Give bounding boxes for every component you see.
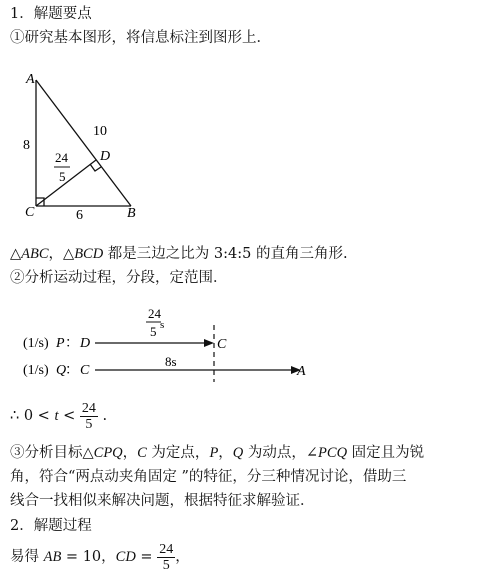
step2-text: ②分析运动过程，分段，定范围．	[10, 270, 228, 286]
vertex-c-label: C	[25, 205, 35, 220]
heading-key-points: 1．解题要点	[10, 6, 92, 22]
p-time-num: 24	[148, 306, 161, 321]
vertex-b-label: B	[127, 206, 136, 221]
q-colon: ：	[65, 363, 79, 378]
q-start-label: C	[80, 363, 90, 378]
p-colon: ：	[65, 336, 79, 351]
side-ab-line	[36, 80, 131, 206]
step3-line1: ③分析目标△CPQ，C 为定点，P，Q 为动点，∠PCQ 固定且为锐	[10, 445, 425, 461]
cd-fraction-den: 5	[59, 169, 66, 184]
step1-text: ①研究基本图形，将信息标注到图形上．	[10, 30, 271, 46]
heading-solution-process: 2．解题过程	[10, 518, 92, 534]
cd-fraction-num: 24	[55, 150, 68, 165]
side-ab-value: 10	[93, 124, 107, 139]
similar-triangles-statement: △ABC，△BCD 都是三边之比为 3:4:5 的直角三角形.	[10, 246, 348, 262]
step3-line3: 线合一找相似来解决问题，根据特征求解验证．	[10, 493, 315, 509]
vertex-a-label: A	[26, 72, 35, 87]
p-time-den: 5	[150, 324, 157, 339]
p-arrowhead	[204, 339, 214, 347]
side-ac-value: 8	[23, 138, 30, 153]
q-speed-label: (1/s)	[23, 363, 49, 378]
step3-line2: 角，符合“两点动夹角固定 ”的特征，分三种情况讨论，借助三	[10, 469, 407, 485]
p-end-label: C	[217, 337, 227, 352]
q-end-label: A	[297, 364, 306, 379]
p-speed-label: (1/s)	[23, 336, 49, 351]
p-label: P	[56, 336, 65, 351]
time-range-expression: ∴ 0 < t < $\frac{24}{5}$ .	[10, 400, 108, 432]
p-start-label: D	[80, 336, 91, 351]
q-time-label: 8s	[165, 354, 177, 369]
p-time-unit: s	[160, 319, 165, 331]
final-equation: 易得 AB = 10，CD = $\frac{24}{5}$ ，	[10, 541, 190, 573]
q-label: Q	[56, 363, 67, 378]
side-cb-value: 6	[76, 208, 83, 223]
vertex-d-label: D	[100, 149, 111, 164]
